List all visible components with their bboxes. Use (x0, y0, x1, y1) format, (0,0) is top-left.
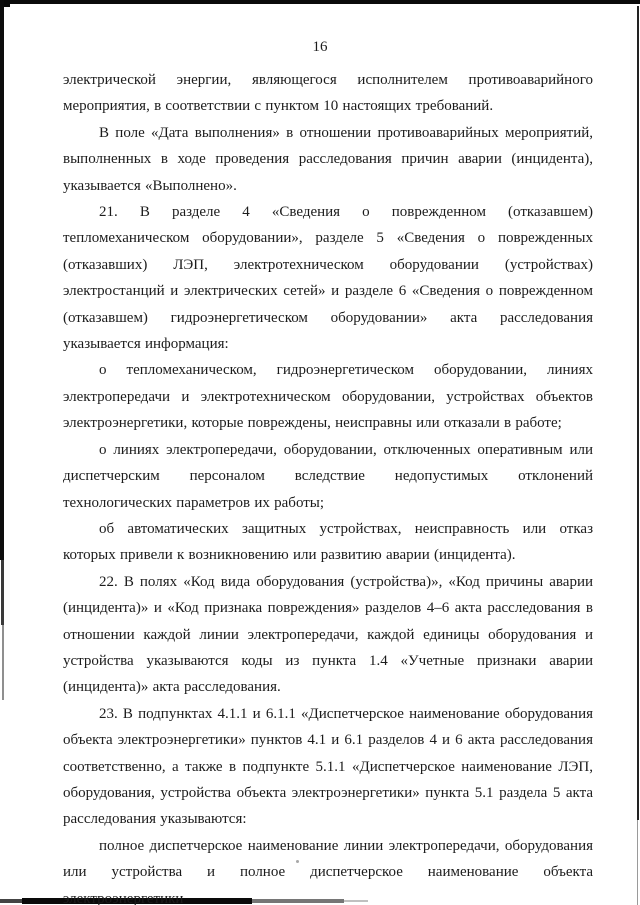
paragraph: о линиях электропередачи, оборудовании, отключенных оперативным или диспетчерским персоналом вследствие недопустимых отклонений технологических параметров их работы; (63, 441, 593, 511)
paragraph: электрической энергии, являющегося исполнителем противоаварийного мероприятия, в соответствии с пунктом 10 настоящих требований. (63, 72, 593, 115)
paragraph: 23. В подпунктах 4.1.1 и 6.1.1 «Диспетчерское наименование оборудования объекта электроэнергетики» пунктов 4.1 и 6.1 разделов 4 и 6 акта расследования соответственно, а также в подпункте 5.1.1 «Диспетчерское наименование ЛЭП, оборудования, устройства объекта электроэнергетики» пункта 5.1 раздела 5 акта расследования указываются: (63, 705, 593, 828)
page-number: 16 (312, 39, 328, 55)
scan-border-top (0, 0, 640, 4)
paragraph: полное диспетчерское наименование линии электропередачи, оборудования или устройства и полное диспетчерское наименование объекта электроэнергетики (63, 837, 593, 905)
document-text-block (63, 67, 593, 905)
scan-border-left-faded (2, 625, 4, 700)
scan-border-bottom-lead (0, 899, 22, 903)
paragraph: В поле «Дата выполнения» в отношении противоаварийных мероприятий, выполненных в ходе проведения расследования причин аварии (инцидента), указывается «Выполнено». (63, 124, 593, 194)
paragraph: 22. В полях «Код вида оборудования (устройства)», «Код причины аварии (инцидента)» и «Код признака повреждения» разделов 4–6 акта расследования в отношении каждой линии электропередачи, каждой единицы оборудования и устройства указываются коды из пункта 1.4 «Учетные признаки аварии (инцидента)» акта расследования. (63, 573, 593, 696)
scan-border-right (637, 6, 639, 820)
paragraph: об автоматических защитных устройствах, неисправность или отказ которых привели к возникновению или развитию аварии (инцидента). (63, 520, 593, 564)
scan-border-left-mid (1, 560, 4, 625)
paragraph: о тепломеханическом, гидроэнергетическом оборудовании, линиях электропередачи и электротехническом оборудовании, устройствах объектов электроэнергетики, которые повреждены, неисправны или отказали в работе; (63, 362, 593, 432)
paragraph: 21. В разделе 4 «Сведения о поврежденном (отказавшем) тепломеханическом оборудовании», разделе 5 «Сведения о поврежденных (отказавших) ЛЭП, электротехническом оборудовании (устройствах) электростанций и электрических сетей» и разделе 6 «Сведения о поврежденном (отказавшем) гидроэнергетическом оборудовании» акта расследования указывается информация: (63, 204, 593, 353)
scan-border-right-faded (637, 820, 638, 905)
scan-border-left (0, 0, 4, 560)
